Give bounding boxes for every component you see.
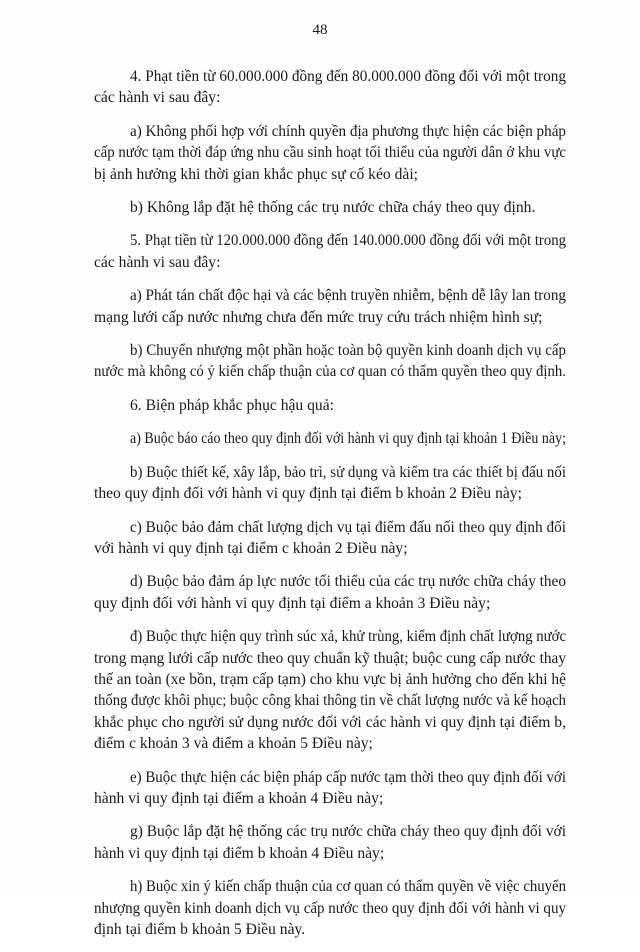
text-line: trong mạng lưới cấp nước theo quy chuẩn kỹ thuật; buộc cung cấp nước thay <box>94 649 566 667</box>
text-line: 5. Phạt tiền từ 120.000.000 đồng đến 140.000.000 đồng đối với một trong <box>130 232 566 250</box>
text-line: b) Không lắp đặt hệ thống các trụ nước chữa cháy theo quy định. <box>130 199 536 217</box>
text-line: a) Buộc báo cáo theo quy định đối với hành vi quy định tại khoản 1 Điều này; <box>130 430 566 448</box>
text-line: hành vi quy định tại điểm b khoản 4 Điều này; <box>94 844 385 862</box>
paragraph <box>94 197 566 218</box>
paragraph <box>94 876 566 940</box>
text-line: mạng lưới cấp nước nhưng chưa đến mức truy cứu trách nhiệm hình sự; <box>94 308 543 326</box>
text-line: các hành vi sau đây: <box>94 253 221 271</box>
paragraph <box>94 517 566 560</box>
paragraph <box>94 462 566 505</box>
text-line: hành vi quy định tại điểm a khoản 4 Điều này; <box>94 789 384 807</box>
page-number: 48 <box>312 22 328 38</box>
paragraph <box>94 340 566 383</box>
text-line: đ) Buộc thực hiện quy trình súc xả, khử trùng, kiểm định chất lượng nước <box>130 628 567 646</box>
paragraph <box>94 428 566 449</box>
text-line: bị ảnh hưởng khi thời gian khắc phục sự cố kéo dài; <box>94 165 418 183</box>
text-line: các hành vi sau đây: <box>94 89 221 107</box>
text-line: quy định đối với hành vi quy định tại điểm a khoản 3 Điều này; <box>94 594 491 612</box>
text-line: khắc phục cho người sử dụng nước đối với các hành vi quy định tại điểm b, <box>94 713 566 731</box>
text-line: b) Buộc thiết kế, xây lắp, bảo trì, sử dụng và kiểm tra các thiết bị đấu nối <box>130 463 567 481</box>
text-line: thế an toàn (xe bồn, trạm cấp tạm) cho khu vực bị ảnh hưởng cho đến khi hệ <box>94 670 566 688</box>
document-body <box>94 66 566 952</box>
paragraph <box>94 767 566 810</box>
text-line: h) Buộc xin ý kiến chấp thuận của cơ quan có thẩm quyền về việc chuyển <box>130 878 567 896</box>
text-line: thống được khôi phục; buộc công khai thông tin về chất lượng nước và kế hoạch <box>94 692 566 710</box>
text-line: 4. Phạt tiền từ 60.000.000 đồng đến 80.000.000 đồng đối với một trong <box>130 68 566 85</box>
paragraph <box>94 121 566 185</box>
text-line: nước mà không có ý kiến chấp thuận của cơ quan có thẩm quyền theo quy định. <box>94 363 567 381</box>
text-line: điểm c khoản 3 và điểm a khoản 5 Điều này; <box>94 735 373 753</box>
text-line: d) Buộc bảo đảm áp lực nước tối thiểu của các trụ nước chữa cháy theo <box>130 573 566 591</box>
text-line: e) Buộc thực hiện các biện pháp cấp nước tạm thời theo quy định đối với <box>130 768 566 786</box>
text-line: định tại điểm b khoản 5 Điều này. <box>94 921 306 938</box>
paragraph <box>94 571 566 614</box>
text-line: g) Buộc lắp đặt hệ thống các trụ nước chữa cháy theo quy định đối với <box>130 823 567 841</box>
text-line: với hành vi quy định tại điểm c khoản 2 Điều này; <box>94 539 408 557</box>
paragraph <box>94 66 566 109</box>
text-line: cấp nước tạm thời đáp ứng nhu cầu sinh hoạt tối thiểu của người dân ở khu vực <box>94 144 567 162</box>
text-line: theo quy định đối với hành vi quy định tại điểm b khoản 2 Điều này; <box>94 485 522 503</box>
text-line: b) Chuyển nhượng một phần hoặc toàn bộ quyền kinh doanh dịch vụ cấp <box>130 342 567 360</box>
paragraph <box>94 230 566 273</box>
paragraph <box>94 626 566 754</box>
text-line: a) Phát tán chất độc hại và các bệnh truyền nhiễm, bệnh dễ lây lan trong <box>130 287 566 305</box>
paragraph <box>94 821 566 864</box>
text-line: 6. Biện pháp khắc phục hậu quả: <box>130 396 334 414</box>
text-line: c) Buộc bảo đảm chất lượng dịch vụ tại điểm đấu nối theo quy định đối <box>130 518 566 536</box>
text-line: nhượng quyền kinh doanh dịch vụ cấp nước theo quy định đối với hành vi quy <box>94 899 566 917</box>
paragraph <box>94 285 566 328</box>
paragraph <box>94 395 566 416</box>
text-line: a) Không phối hợp với chính quyền địa phương thực hiện các biện pháp <box>130 122 566 140</box>
